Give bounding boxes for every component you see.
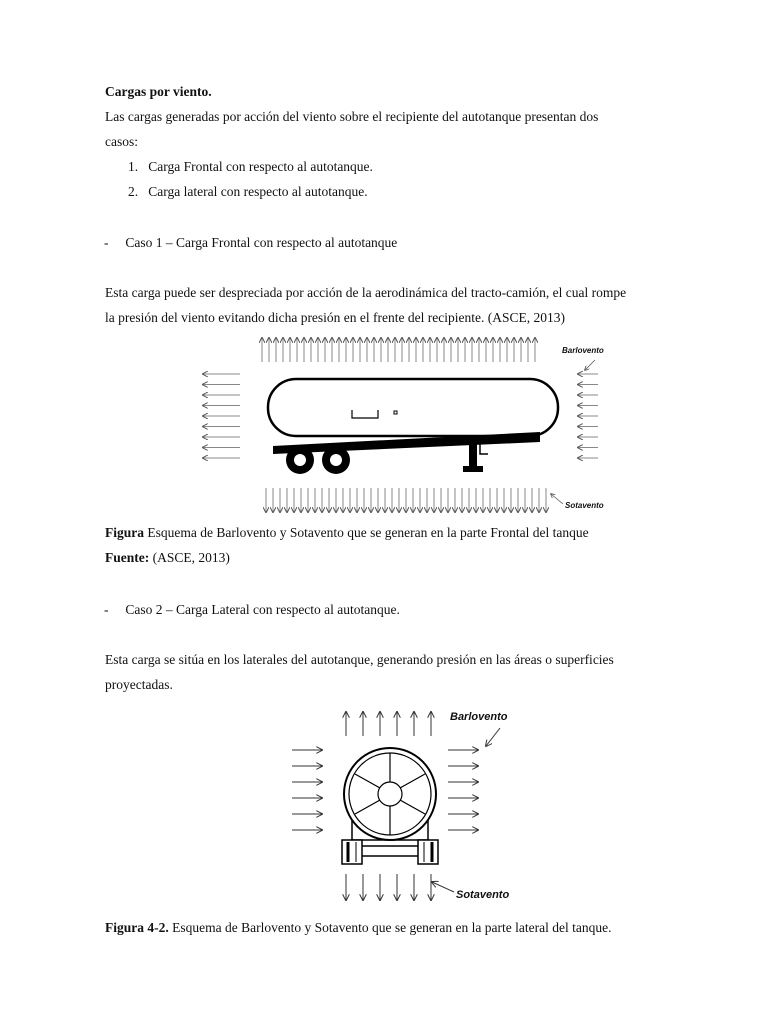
- list-number: 2.: [128, 184, 139, 199]
- case-1-text: Caso 1 – Carga Frontal con respecto al autotanque: [125, 235, 398, 250]
- case-2-heading: [104, 601, 400, 619]
- barlovento-label: Barlovento: [450, 711, 508, 723]
- upward-wind-arrows: [346, 712, 431, 736]
- caption-text: Esquema de Barlovento y Sotavento que se generan en la parte lateral del tanque.: [168, 920, 612, 935]
- list-text: Carga Frontal con respecto al autotanque.: [148, 159, 373, 174]
- dash-marker: -: [104, 235, 109, 250]
- upward-wind-arrows: [262, 338, 535, 362]
- paragraph-1-line-1: Esta carga puede ser despreciada por acción de la aerodinámica del tracto-camión, el cual rompe: [105, 285, 627, 300]
- barlovento-label: Barlovento: [562, 346, 604, 355]
- section-heading: Cargas por viento.: [105, 84, 212, 99]
- source-label: Fuente:: [105, 550, 150, 565]
- list-number: 1.: [128, 159, 139, 174]
- downward-wind-arrows: [346, 874, 431, 900]
- figure-2-lateral-diagram: [280, 702, 530, 910]
- figure-1-caption: [105, 524, 589, 542]
- left-wind-arrows: [203, 374, 240, 458]
- figure-1-frontal-diagram: [195, 332, 625, 518]
- list-item: [128, 158, 373, 176]
- axle: [360, 846, 420, 856]
- caption-label: Figura 4-2.: [105, 920, 169, 935]
- case-2-text: Caso 2 – Carga Lateral con respecto al autotanque.: [125, 602, 400, 617]
- list-text: Carga lateral con respecto al autotanque.: [148, 184, 368, 199]
- paragraph-1-line-2: la presión del viento evitando dicha presión en el frente del recipiente. (ASCE, 2013): [105, 310, 565, 325]
- left-wind-arrows: [292, 750, 322, 830]
- tank-hub: [378, 782, 402, 806]
- paragraph-2-line-2: proyectadas.: [105, 677, 173, 692]
- landing-gear: [469, 438, 477, 470]
- dash-marker: -: [104, 602, 109, 617]
- right-wind-arrows: [578, 374, 598, 458]
- sotavento-label: Sotavento: [565, 501, 604, 510]
- list-item: [128, 183, 368, 201]
- figure-1-source: [105, 549, 230, 567]
- wheel: [418, 840, 438, 864]
- wheel: [342, 840, 362, 864]
- right-wind-arrows: [448, 750, 478, 830]
- source-text: (ASCE, 2013): [149, 550, 230, 565]
- caption-label: Figura: [105, 525, 144, 540]
- figure-2-caption: [105, 919, 611, 937]
- paragraph-2-line-1: Esta carga se sitúa en los laterales del autotanque, generando presión en las áreas o superficies: [105, 652, 614, 667]
- downward-wind-arrows: [266, 488, 546, 512]
- intro-line-2: casos:: [105, 134, 138, 149]
- landing-foot: [463, 466, 483, 472]
- case-1-heading: [104, 234, 397, 252]
- tank-body: [268, 379, 558, 436]
- sotavento-label: Sotavento: [456, 889, 510, 901]
- intro-line-1: Las cargas generadas por acción del viento sobre el recipiente del autotanque presentan dos: [105, 109, 599, 124]
- caption-text: Esquema de Barlovento y Sotavento que se generan en la parte Frontal del tanque: [144, 525, 589, 540]
